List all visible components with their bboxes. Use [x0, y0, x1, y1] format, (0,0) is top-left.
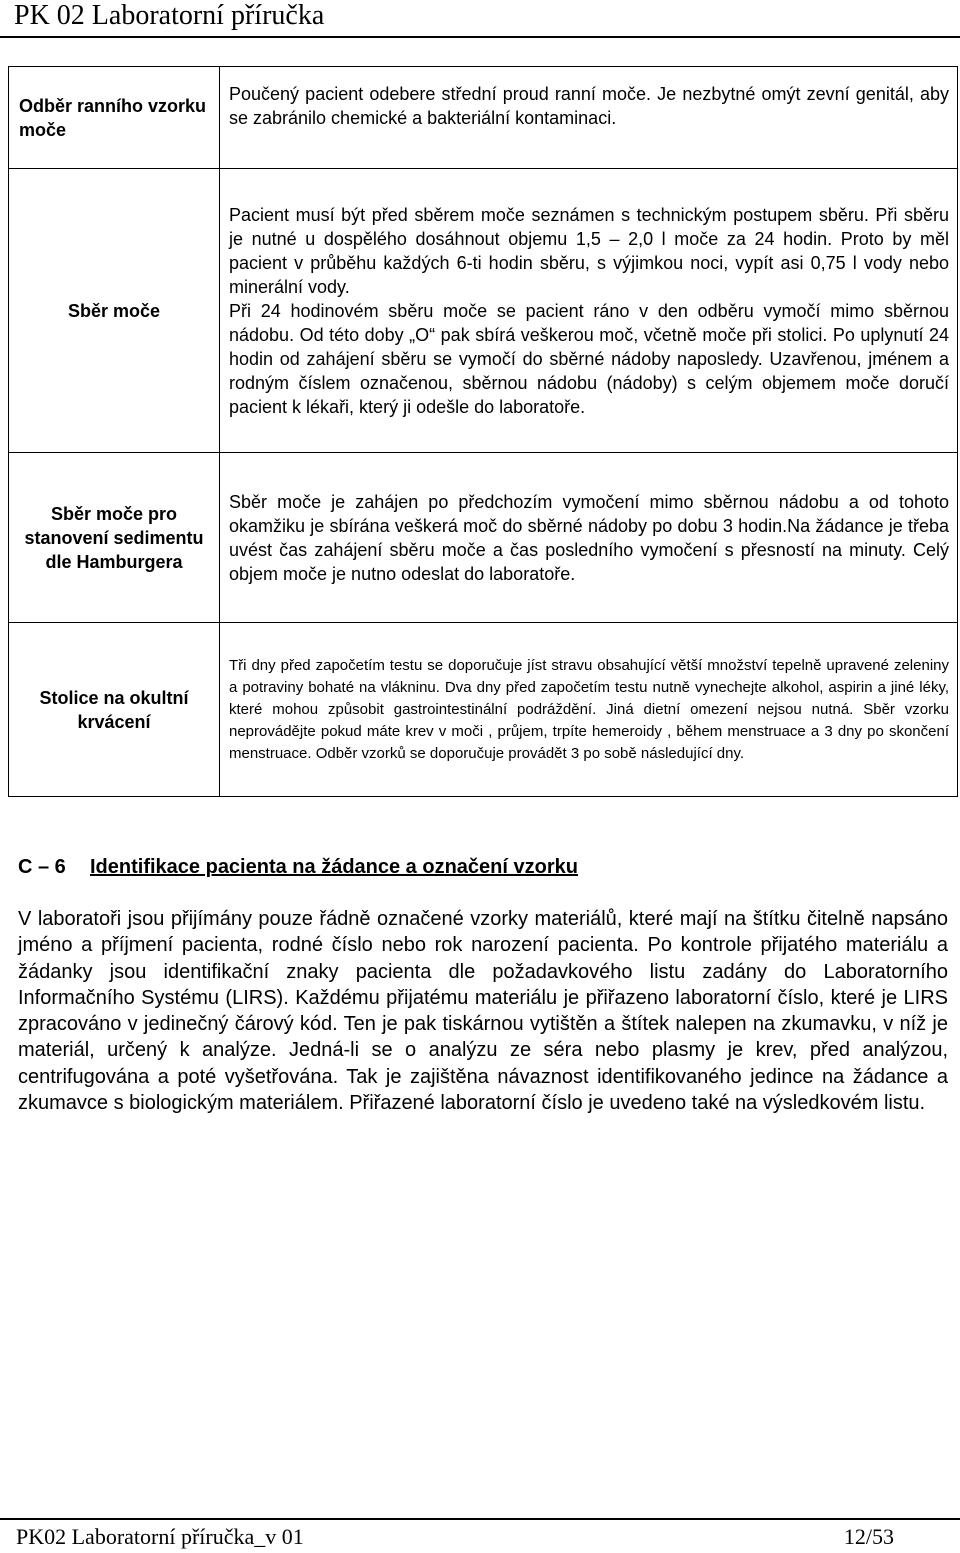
row-description — [220, 169, 958, 453]
footer-document-name: PK02 Laboratorní příručka_v 01 — [16, 1524, 304, 1549]
row-description — [220, 623, 958, 797]
row-paragraph: Tři dny před započetím testu se doporučuje jíst stravu obsahující větší množství tepelně upravené zeleniny a potraviny bohaté na vlákninu. Dva dny před započetím testu nutně vynechejte alkohol, aspirin a jiné léky, které mohou způsobit gastrointestinální podráždění. Jiná dietní omezení nejsou nutná. Sběr vzorku neprovádějte pokud máte krev v moči , průjem, trpíte hemeroidy , během menstruace a 3 dny po skončení menstruace. Odběr vzorků se doporučuje provádět 3 po sobě následující dny. — [229, 656, 949, 762]
collection-table — [8, 66, 958, 797]
section-body: V laboratoři jsou přijímány pouze řádně označené vzorky materiálů, které mají na štítku čitelně napsáno jméno a příjmení pacienta, rodné číslo nebo rok narození pacienta. Po kontrole přijatého materiálu a žádanky jsou identifikační znaky pacienta dle požadavkového listu zadány do Laboratorního Informačního Systému (LIRS). Každému přijatému materiálu je přiřazeno laboratorní číslo, které je LIRS zpracováno v jedinečný čárový kód. Ten je pak tiskárnou vytištěn a štítek nalepen na zkumavku, v níž je materiál, určený k analýze. Jedná-li se o analýzu ze séra nebo plasmy je krev, před analýzou, centrifugována a poté vyšetřována. Tak je zajištěna návaznost identifikovaného jedince na žádance a zkumavce s biologickým materiálem. Přiřazené laboratorní číslo je uvedeno také na výsledkovém listu. — [18, 908, 948, 1115]
row-paragraph: Pacient musí být před sběrem moče seznámen s technickým postupem sběru. Při sběru je nutné u dospělého dosáhnout objemu 1,5 – 2,0 l moče za 24 hodin. Proto by měl pacient v průběhu každých 6-ti hodin sběru, s výjimkou noci, vypít asi 0,75 l vody nebo minerální vody. — [229, 204, 949, 297]
row-paragraph: Při 24 hodinovém sběru moče se pacient ráno v den odběru vymočí mimo sběrnou nádobu. Od této doby „O“ pak sbírá veškerou moč, včetně moče při stolici. Po uplynutí 24 hodin od zahájení sběru se vymočí do sběrné nádoby naposledy. Uzavřenou, jménem a rodným číslem označenou, sběrnou nádobu (nádoby) s celým objemem moče doručí pacient k lékaři, který ji odešle do laboratoře. — [229, 300, 949, 417]
section-heading — [18, 856, 578, 879]
row-paragraph: Sběr moče je zahájen po předchozím vymočení mimo sběrnou nádobu a od tohoto okamžiku je sbírána veškerá moč do sběrné nádoby po dobu 3 hodin.Na žádance je třeba uvést čas zahájení sběru moče a čas posledního vymočení s přesností na minuty. Celý objem moče je nutno odeslat do laboratoře. — [229, 491, 949, 584]
row-description — [220, 67, 958, 169]
table-row — [9, 623, 958, 797]
section-number: C – 6 — [18, 856, 66, 878]
row-label: Sběr moče — [9, 169, 220, 453]
row-description — [220, 453, 958, 623]
row-label: Stolice na okultní krvácení — [9, 623, 220, 797]
row-label: Sběr moče pro stanovení sedimentu dle Hamburgera — [9, 453, 220, 623]
footer-rule — [0, 1518, 960, 1520]
section-title: Identifikace pacienta na žádance a označení vzorku — [90, 856, 578, 878]
footer-page-number: 12/53 — [843, 1524, 894, 1549]
table-row — [9, 453, 958, 623]
row-paragraph: Poučený pacient odebere střední proud ranní moče. Je nezbytné omýt zevní genitál, aby se zabránilo chemické a bakteriální kontaminaci. — [229, 83, 949, 128]
row-label: Odběr ranního vzorku moče — [9, 67, 220, 169]
table-row — [9, 169, 958, 453]
page-header-title: PK 02 Laboratorní příručka — [14, 0, 325, 31]
table-row — [9, 67, 958, 169]
header-rule — [0, 36, 960, 38]
